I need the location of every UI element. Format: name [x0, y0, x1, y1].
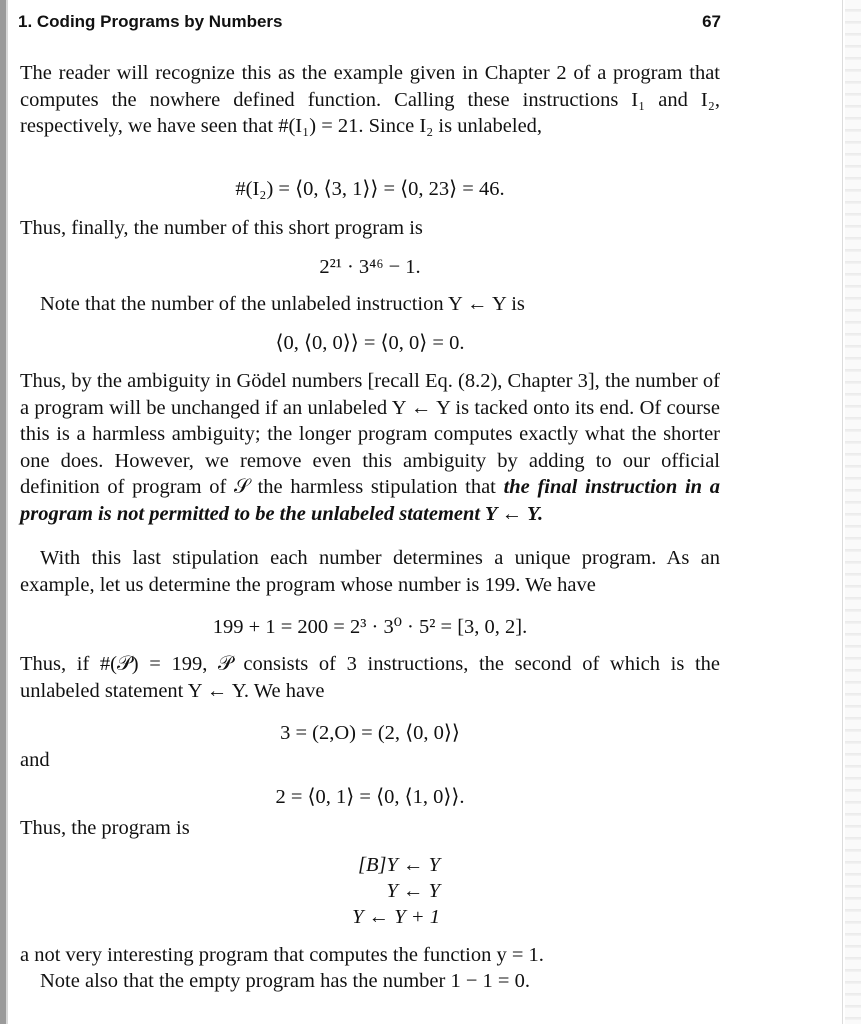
- paragraph-1: The reader will recognize this as the example given in Chapter 2 of a program that computes the nowhere defined function. Calling these instructions I₁ and I₂, respectively, we have seen that #(I₁) = 21. Since I₂ is unlabeled,: [20, 62, 720, 137]
- paragraph-9: a not very interesting program that computes the function y = 1.: [20, 944, 544, 966]
- equation-5: 3 = (2,O) = (2, ⟨0, 0⟩⟩: [280, 722, 460, 744]
- paragraph-4-text: Thus, by the ambiguity in Gödel numbers [recall Eq. (8.2), Chapter 3], the number of a program will be unchanged if an unlabeled Y ← Y is tacked onto its end. Of course this is a harmless ambiguity; the longer program computes exactly what the shorter one does. However, we remove even this ambiguity by adding to our official definition of program of 𝒮 the harmless stipulation that: [20, 370, 720, 498]
- paragraph-6: Thus, if #(𝒫) = 199, 𝒫 consists of 3 instructions, the second of which is the unlabeled statement Y ← Y. We have: [20, 653, 720, 702]
- scan-edge-left-shadow: [6, 0, 8, 1024]
- equation-2: 2²¹ · 3⁴⁶ − 1.: [319, 256, 421, 278]
- paragraph-8: Thus, the program is: [20, 817, 190, 839]
- page-number: 67: [702, 12, 721, 31]
- program-line-3: Y ← Y + 1: [352, 906, 440, 928]
- program-line-2: Y ← Y: [386, 880, 440, 902]
- paragraph-2: Thus, finally, the number of this short program is: [20, 217, 423, 239]
- equation-4: 199 + 1 = 200 = 2³ · 3⁰ · 5² = [3, 0, 2].: [212, 616, 528, 638]
- program-line-1: [B]Y ← Y: [357, 854, 440, 876]
- chapter-title: 1. Coding Programs by Numbers: [18, 12, 283, 31]
- scan-edge-right-line: [842, 0, 843, 1024]
- paragraph-3: Note that the number of the unlabeled instruction Y ← Y is: [40, 293, 525, 315]
- equation-1: #(I₂) = ⟨0, ⟨3, 1⟩⟩ = ⟨0, 23⟩ = 46.: [235, 178, 505, 200]
- paragraph-4: [20, 368, 720, 527]
- running-header: [18, 12, 721, 38]
- paragraph-7: and: [20, 749, 50, 771]
- paragraph-5: With this last stipulation each number determines a unique program. As an example, let us determine the program whose number is 199. We have: [20, 547, 720, 596]
- equation-6: 2 = ⟨0, 1⟩ = ⟨0, ⟨1, 0⟩⟩.: [275, 786, 465, 808]
- program-listing: [290, 852, 440, 930]
- equation-3: ⟨0, ⟨0, 0⟩⟩ = ⟨0, 0⟩ = 0.: [275, 332, 465, 354]
- scan-edge-right: [845, 0, 861, 1024]
- paragraph-10: Note also that the empty program has the number 1 − 1 = 0.: [40, 970, 530, 992]
- stipulation-emphasis: the final instruction in a program is not permitted to be the unlabeled statement Y ← Y.: [20, 476, 721, 525]
